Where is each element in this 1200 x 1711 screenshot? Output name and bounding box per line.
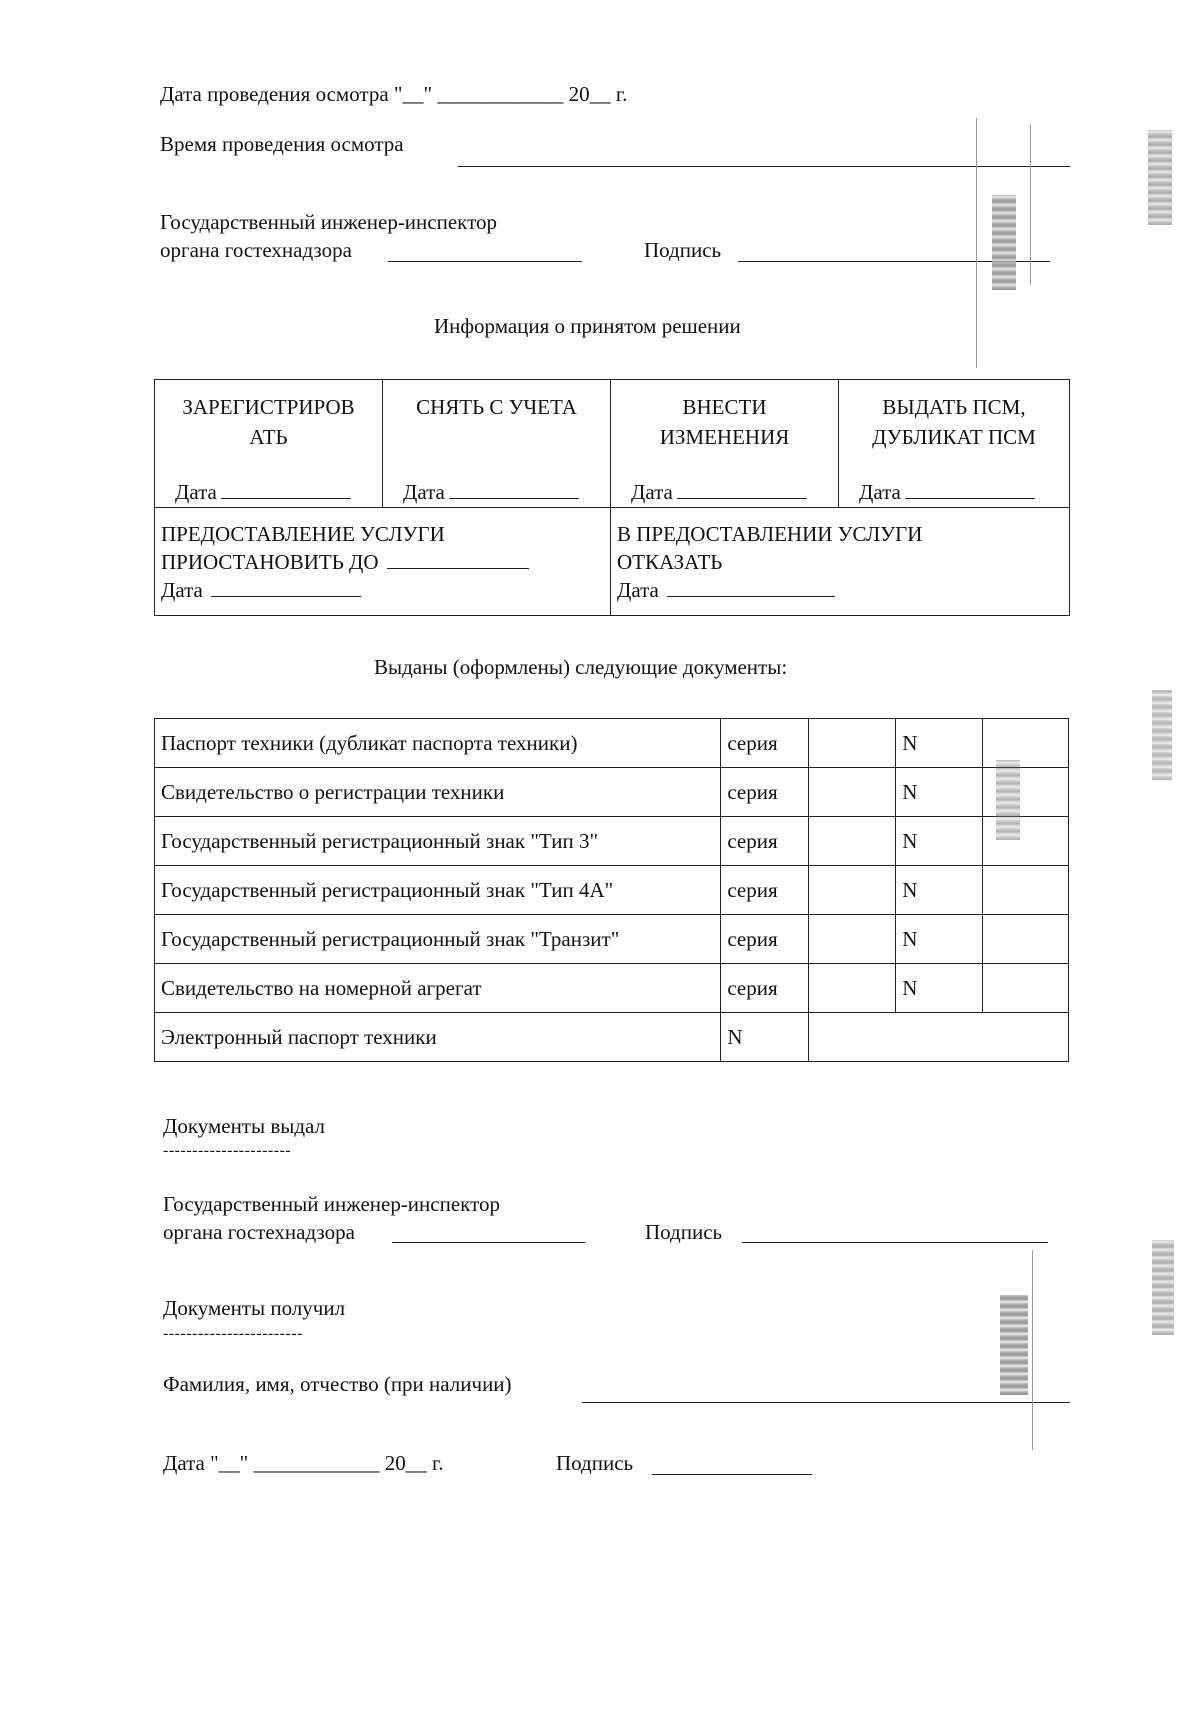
decision-modify-date-label: Дата (631, 480, 673, 504)
doc-name: Свидетельство о регистрации техники (155, 768, 721, 817)
doc-series-label: серия (721, 964, 809, 1013)
table-row (155, 768, 1069, 817)
doc-number-field[interactable] (809, 1013, 1069, 1062)
doc-name: Государственный регистрационный знак "Тип 4А" (155, 866, 721, 915)
documents-section-title: Выданы (оформлены) следующие документы: (374, 655, 788, 679)
inspector-title-line1: Государственный инженер-инспектор (160, 210, 497, 234)
doc-name: Свидетельство на номерной агрегат (155, 964, 721, 1013)
decision-suspend-date-label: Дата (161, 578, 203, 602)
table-row (155, 1013, 1069, 1062)
doc-series-label: серия (721, 915, 809, 964)
doc-name: Электронный паспорт техники (155, 1013, 721, 1062)
doc-number-label: N (721, 1013, 809, 1062)
decision-suspend-until-field[interactable] (387, 550, 529, 569)
decision-issue-psm-label-l2: ДУБЛИКАТ ПСМ (872, 425, 1036, 449)
received-by-dashes: ------------------------ (163, 1325, 303, 1342)
received-signature-label: Подпись (556, 1451, 634, 1475)
decision-deregister-date-label: Дата (403, 480, 445, 504)
doc-series-field[interactable] (809, 719, 896, 768)
scan-smudge (992, 195, 1016, 290)
received-signature-field[interactable] (652, 1474, 812, 1475)
doc-number-label: N (896, 866, 983, 915)
decision-suspend-date-field[interactable] (211, 578, 361, 597)
decision-modify[interactable] (611, 392, 838, 507)
doc-series-field[interactable] (809, 915, 896, 964)
decision-modify-date-field[interactable] (677, 480, 807, 499)
doc-number-label: N (896, 915, 983, 964)
scan-artifact-line (976, 118, 977, 368)
decision-register-date-field[interactable] (221, 480, 351, 499)
decision-issue-psm[interactable] (839, 392, 1069, 507)
documents-table (154, 718, 1069, 1062)
decision-section-title: Информация о принятом решении (434, 314, 741, 338)
footer-inspector-line1: Государственный инженер-инспектор (163, 1192, 500, 1216)
doc-name: Государственный регистрационный знак "Транзит" (155, 915, 721, 964)
decision-refuse-line1: В ПРЕДОСТАВЛЕНИИ УСЛУГИ (617, 522, 923, 546)
decision-modify-label-l2: ИЗМЕНЕНИЯ (659, 425, 790, 449)
decision-suspend[interactable] (161, 520, 601, 615)
doc-name: Государственный регистрационный знак "Тип 3" (155, 817, 721, 866)
doc-number-label: N (896, 964, 983, 1013)
doc-series-field[interactable] (809, 817, 896, 866)
table-row (155, 866, 1069, 915)
doc-series-label: серия (721, 719, 809, 768)
doc-series-label: серия (721, 768, 809, 817)
decision-refuse-line2: ОТКАЗАТЬ (617, 550, 723, 574)
table-row (155, 719, 1069, 768)
doc-series-label: серия (721, 866, 809, 915)
issued-by-dashes: ---------------------- (163, 1142, 292, 1159)
scan-artifact-line (1032, 1250, 1033, 1450)
scan-smudge (1000, 1295, 1028, 1395)
scan-smudge (996, 760, 1020, 840)
footer-signature-field[interactable] (742, 1242, 1048, 1243)
footer-signature-label: Подпись (645, 1220, 723, 1244)
inspection-time-label: Время проведения осмотра (160, 132, 404, 156)
decision-issue-psm-date-label: Дата (859, 480, 901, 504)
decision-table (154, 379, 1070, 616)
decision-register-label-l1: ЗАРЕГИСТРИРОВ (182, 395, 355, 419)
decision-register-label-l2: АТЬ (249, 425, 288, 449)
issued-by-label: Документы выдал (163, 1114, 326, 1138)
doc-number-label: N (896, 768, 983, 817)
decision-deregister-label: СНЯТЬ С УЧЕТА (416, 395, 577, 419)
doc-number-label: N (896, 817, 983, 866)
decision-refuse[interactable] (617, 520, 1067, 615)
footer-inspector-name-field[interactable] (392, 1242, 585, 1243)
decision-refuse-date-field[interactable] (667, 578, 835, 597)
inspector-signature-label: Подпись (644, 238, 722, 262)
doc-series-field[interactable] (809, 768, 896, 817)
doc-series-label: серия (721, 817, 809, 866)
table-row (155, 964, 1069, 1013)
footer-inspector-line2: органа гостехнадзора (163, 1220, 355, 1244)
scan-smudge (1152, 1240, 1174, 1335)
table-row (155, 915, 1069, 964)
doc-series-field[interactable] (809, 866, 896, 915)
decision-refuse-date-label: Дата (617, 578, 659, 602)
table-row (155, 817, 1069, 866)
inspector-title-line2: органа гостехнадзора (160, 238, 352, 262)
decision-suspend-line2: ПРИОСТАНОВИТЬ ДО (161, 550, 379, 574)
decision-register[interactable] (155, 392, 382, 507)
doc-number-field[interactable] (983, 866, 1069, 915)
decision-issue-psm-label-l1: ВЫДАТЬ ПСМ, (882, 395, 1026, 419)
scan-artifact-line (1030, 125, 1031, 285)
decision-issue-psm-date-field[interactable] (905, 480, 1035, 499)
doc-name: Паспорт техники (дубликат паспорта техники) (155, 719, 721, 768)
decision-modify-label-l1: ВНЕСТИ (682, 395, 767, 419)
inspection-date-label: Дата проведения осмотра "__" ____________ 20__ г. (160, 82, 628, 106)
decision-suspend-line1: ПРЕДОСТАВЛЕНИЕ УСЛУГИ (161, 522, 445, 546)
decision-deregister[interactable] (383, 392, 610, 507)
full-name-field[interactable] (582, 1402, 1070, 1403)
doc-series-field[interactable] (809, 964, 896, 1013)
doc-number-field[interactable] (983, 964, 1069, 1013)
received-by-label: Документы получил (163, 1296, 346, 1320)
inspector-name-field[interactable] (388, 261, 582, 262)
full-name-label: Фамилия, имя, отчество (при наличии) (163, 1372, 512, 1396)
scan-smudge (1152, 690, 1172, 780)
decision-register-date-label: Дата (175, 480, 217, 504)
doc-number-field[interactable] (983, 915, 1069, 964)
scan-smudge (1148, 130, 1172, 225)
doc-number-label: N (896, 719, 983, 768)
decision-deregister-date-field[interactable] (449, 480, 579, 499)
inspection-time-field[interactable] (458, 166, 1070, 167)
received-date-label: Дата "__" ____________ 20__ г. (163, 1451, 444, 1475)
